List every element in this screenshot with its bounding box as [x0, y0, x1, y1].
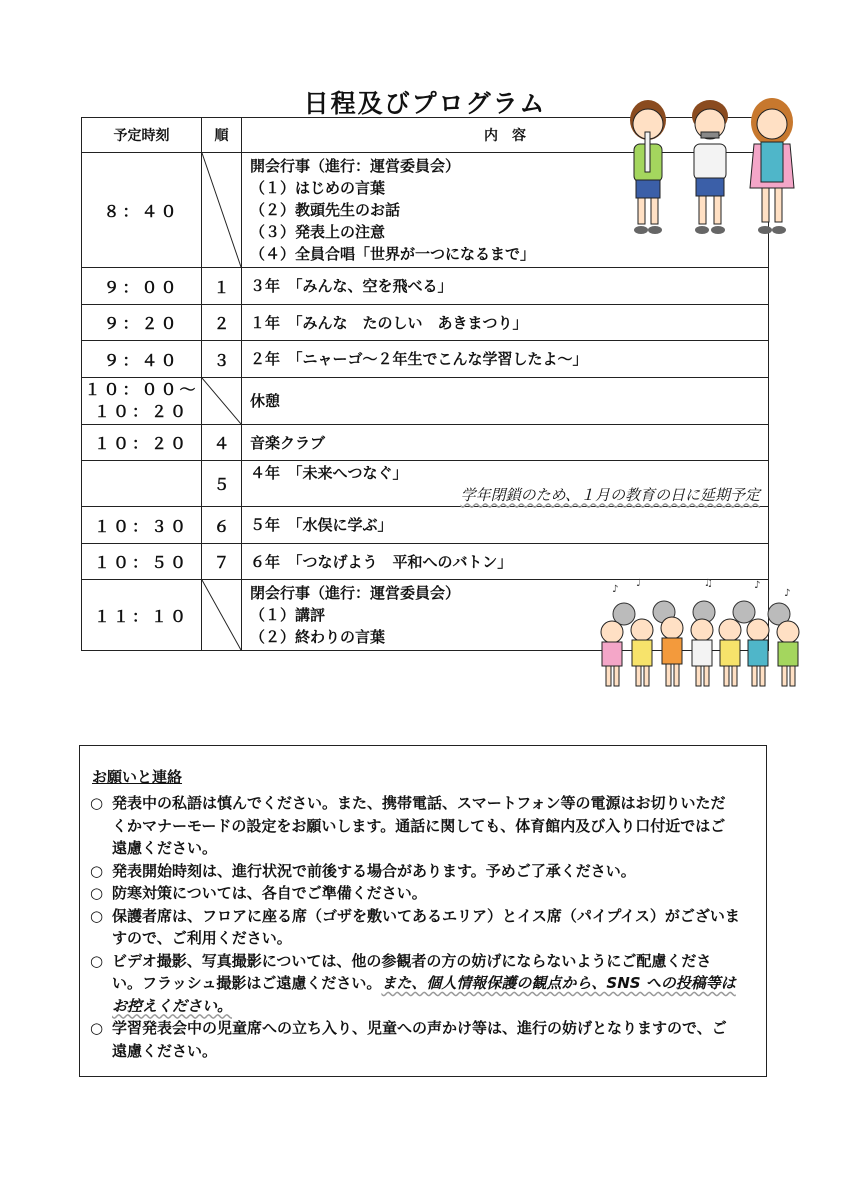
table-row — [82, 341, 769, 378]
circle-bullet-icon: ○ — [90, 906, 104, 925]
choir-illustration — [594, 578, 806, 696]
svg-text:♫: ♫ — [704, 578, 713, 589]
content-line: 音楽クラブ — [242, 425, 769, 461]
circle-bullet-icon: ○ — [90, 861, 104, 880]
header-order: 順 — [202, 118, 242, 153]
row-time: １１：１０ — [82, 580, 202, 651]
row-time: ８：４０ — [82, 153, 202, 268]
request-text: ビデオ撮影、写真撮影については、他の参観者の方の妨げにならないようにご配慮ください。フラッシュ撮影はご遠慮ください。 — [112, 951, 712, 992]
header-time: 予定時刻 — [82, 118, 202, 153]
svg-text:♪: ♪ — [784, 588, 791, 599]
page-title: 日程及びプログラム — [303, 89, 547, 118]
row-time: ９：４０ — [82, 341, 202, 378]
row-order: ７ — [202, 544, 242, 580]
circle-bullet-icon: ○ — [90, 1019, 104, 1037]
header-content: 内 容 — [242, 118, 769, 153]
content-line: 開会行事（進行：運営委員会） — [250, 157, 461, 175]
row-time: ９：００ — [82, 268, 202, 305]
child-harmonica-icon — [692, 100, 728, 234]
row-order: ３ — [202, 341, 242, 378]
content-line: （２）終わりの言葉 — [250, 628, 386, 646]
children-instruments-illustration — [622, 92, 798, 240]
svg-text:♪: ♪ — [612, 584, 619, 595]
table-row — [82, 461, 769, 507]
front-row-children-icon — [601, 617, 799, 666]
children-legs-icon — [606, 664, 795, 686]
request-text: 発表開始時刻は、進行状況で前後する場合があります。予めご了承ください。 — [112, 861, 636, 880]
content-line: （２）教頭先生のお話 — [250, 201, 401, 219]
table-row — [82, 425, 769, 461]
requests-title: お願いと連絡 — [92, 768, 183, 786]
svg-text:♩: ♩ — [636, 578, 641, 589]
list-item — [90, 1017, 740, 1062]
child-recorder-icon — [630, 100, 666, 234]
table-row — [82, 544, 769, 580]
request-text: 発表中の私語は慎んでください。また、携帯電話、スマートフォン等の電源はお切りいただくかマナーモードの設定をお願いします。通話に関しても、体育館内及び入り口付近ではご遠慮ください。 — [112, 794, 726, 857]
request-text: 防寒対策については、各自でご準備ください。 — [112, 884, 427, 902]
table-row — [82, 268, 769, 305]
row-time: １０：３０ — [82, 507, 202, 544]
svg-text:♪: ♪ — [754, 580, 761, 591]
list-item — [90, 905, 740, 950]
request-text: 保護者席は、フロアに座る席（ゴザを敷いてあるエリア）とイス席（パイプイス）がございますので、ご利用ください。 — [112, 906, 740, 947]
content-line: ４年 「未来へつなぐ」 — [250, 463, 408, 482]
content-line: （３）発表上の注意 — [250, 223, 386, 241]
content-line: 休憩 — [242, 378, 769, 425]
requests-list — [90, 792, 740, 1062]
requests-box — [79, 745, 767, 1077]
row-order: ４ — [202, 425, 242, 461]
content-line: ６年 「つなげよう 平和へのバトン」 — [242, 544, 769, 580]
table-row — [82, 305, 769, 341]
content-line: ２年 「ニャーゴ～２年生でこんな学習したよ～」 — [242, 341, 769, 378]
circle-bullet-icon: ○ — [90, 884, 104, 902]
row-time: ９：２０ — [82, 305, 202, 341]
row-order: ５ — [202, 461, 242, 507]
time-line: １０：２０ — [93, 402, 189, 421]
circle-bullet-icon: ○ — [90, 951, 104, 970]
time-line: １０：００～ — [84, 380, 199, 399]
row-order: ２ — [202, 305, 242, 341]
row-order-empty — [202, 378, 242, 425]
request-text: 学習発表会中の児童席への立ち入り、児童への声かけ等は、進行の妨げとなりますので、ご遠慮ください。 — [112, 1019, 727, 1060]
row-content — [242, 461, 769, 507]
row-order: １ — [202, 268, 242, 305]
content-line: （１）講評 — [250, 606, 326, 624]
content-line: ３年 「みんな、空を飛べる」 — [242, 268, 769, 305]
table-row — [82, 378, 769, 425]
list-item — [90, 860, 740, 883]
list-item — [90, 882, 740, 905]
row-order: ６ — [202, 507, 242, 544]
list-item — [90, 792, 740, 860]
child-melodica-icon — [750, 98, 794, 234]
content-line: （４）全員合唱「世界が一つになるまで」 — [250, 245, 536, 263]
sns-notice: また、個人情報保護の観点から、SNS への投稿等はお控えください。 — [112, 974, 736, 1015]
content-line: 閉会行事（進行：運営委員会） — [250, 584, 461, 602]
row-time — [82, 461, 202, 507]
row-time — [82, 378, 202, 425]
content-line: １年 「みんな たのしい あきまつり」 — [242, 305, 769, 341]
list-item — [90, 950, 740, 1018]
postpone-note: 学年閉鎖のため、１月の教育の日に延期予定 — [460, 485, 760, 504]
row-order-empty — [202, 153, 242, 268]
content-line: ５年 「水俣に学ぶ」 — [242, 507, 769, 544]
circle-bullet-icon: ○ — [90, 794, 104, 812]
row-order-empty — [202, 580, 242, 651]
row-time: １０：５０ — [82, 544, 202, 580]
music-notes-icon — [612, 578, 790, 599]
row-time: １０：２０ — [82, 425, 202, 461]
content-line: （１）はじめの言葉 — [250, 179, 386, 197]
table-row — [82, 507, 769, 544]
